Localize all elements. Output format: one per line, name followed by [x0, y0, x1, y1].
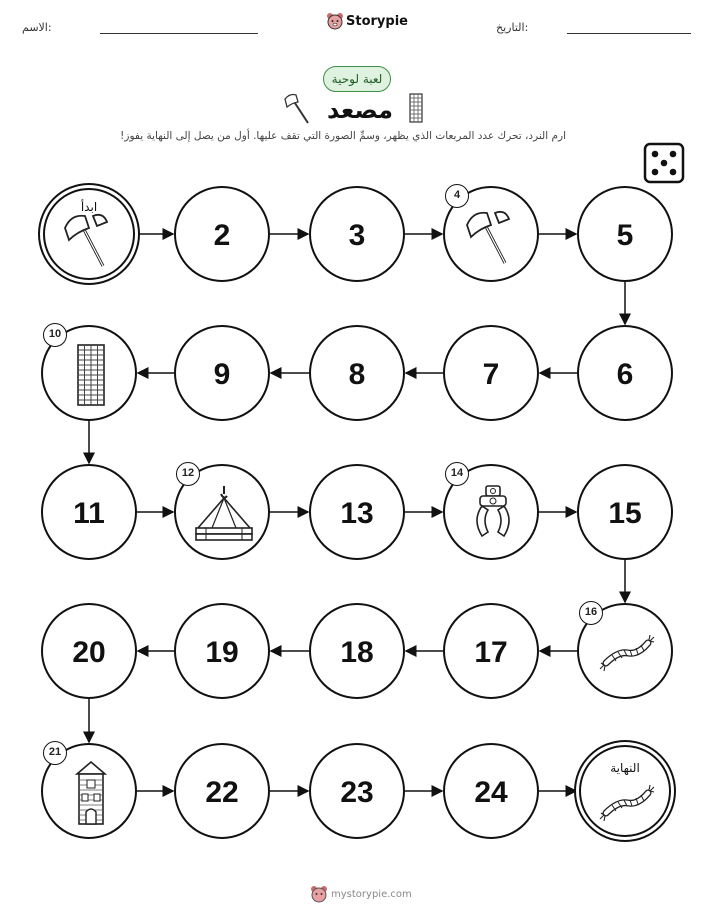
- space-number: 24: [474, 776, 508, 809]
- space-number: 6: [616, 358, 634, 391]
- board-space-13: [309, 464, 405, 560]
- footer-logo-icon: [310, 885, 328, 903]
- space-number-badge: 14: [445, 462, 469, 486]
- game-type-badge: لعبة لوحية: [323, 66, 391, 92]
- board-space-18: [309, 603, 405, 699]
- board-space-11: [41, 464, 137, 560]
- board-space-23: [309, 743, 405, 839]
- space-number-badge: 16: [579, 601, 603, 625]
- board-space-8: [309, 325, 405, 421]
- tower-icon: [71, 760, 111, 830]
- rope-icon: [598, 633, 656, 677]
- end-label: النهاية: [610, 761, 640, 775]
- space-number: 19: [205, 636, 239, 669]
- rope-icon: [598, 783, 656, 827]
- space-number: 11: [73, 497, 105, 530]
- space-number: 22: [205, 776, 239, 809]
- space-number-badge: 4: [445, 184, 469, 208]
- space-number: 7: [482, 358, 500, 391]
- board-space-2: [174, 186, 270, 282]
- space-number-badge: 21: [43, 741, 67, 765]
- date-label: التاريخ:: [496, 21, 529, 34]
- space-number: 9: [213, 358, 231, 391]
- board-space-7: [443, 325, 539, 421]
- footer-url[interactable]: mystorypie.com: [331, 889, 412, 900]
- space-number-badge: 10: [43, 323, 67, 347]
- space-number: 18: [340, 636, 374, 669]
- claw-icon: [468, 484, 518, 548]
- building-icon: [74, 342, 108, 412]
- board-space-15: [577, 464, 673, 560]
- name-label: الاسم:: [22, 21, 52, 34]
- board-space-25: [579, 745, 671, 837]
- board-space-17: [443, 603, 539, 699]
- page-title: مصعد: [327, 96, 393, 124]
- space-number: 13: [340, 497, 374, 530]
- space-number: 5: [616, 219, 634, 252]
- start-label: ابدأ: [80, 200, 98, 214]
- space-number: 23: [340, 776, 374, 809]
- board-space-5: [577, 186, 673, 282]
- board-space-1: [43, 188, 135, 280]
- board-space-22: [174, 743, 270, 839]
- instructions-text: ارم النرد، تحرك عدد المربعات الذي يظهر، وسمِّ الصورة التي تقف عليها. أول من يصل إلى النهاية يفوز!: [120, 130, 566, 142]
- brand-name: Storypie: [346, 14, 408, 29]
- space-number: 15: [608, 497, 642, 530]
- board-space-9: [174, 325, 270, 421]
- board-space-19: [174, 603, 270, 699]
- space-number: 2: [213, 219, 231, 252]
- space-number: 20: [72, 636, 106, 669]
- crane-load-icon: [192, 484, 256, 548]
- space-number: 8: [348, 358, 366, 391]
- axe-icon: [61, 208, 121, 274]
- board-space-24: [443, 743, 539, 839]
- board-space-3: [309, 186, 405, 282]
- board-space-6: [577, 325, 673, 421]
- space-number: 3: [348, 219, 366, 252]
- space-number: 17: [474, 636, 508, 669]
- board-space-20: [41, 603, 137, 699]
- axe-icon: [463, 205, 523, 271]
- space-number-badge: 12: [176, 462, 200, 486]
